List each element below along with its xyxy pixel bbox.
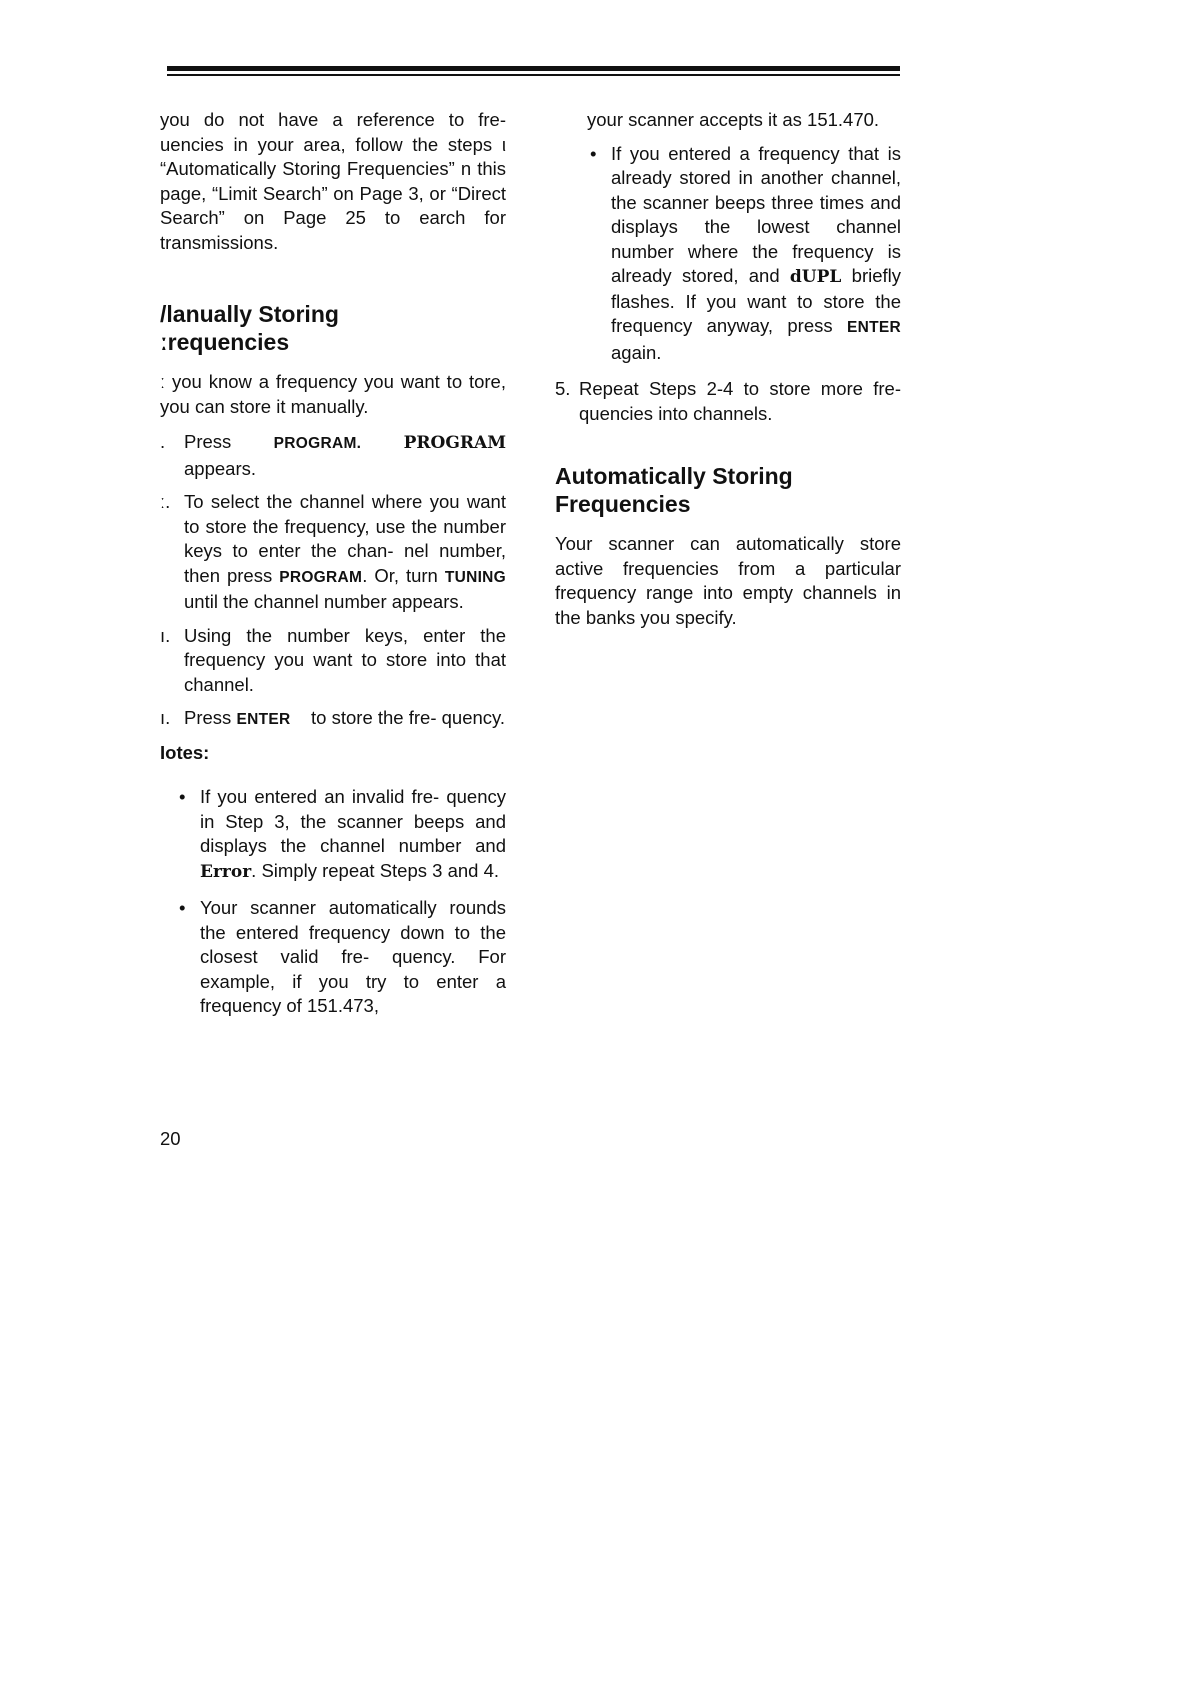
step-2-key2: TUNING — [444, 568, 507, 586]
step-3-text: Using the number keys, enter the frequency you want to store into that channel. — [184, 624, 506, 695]
note-3-post: again. — [611, 341, 662, 363]
step-4 — [160, 706, 506, 733]
step-4-pre: Press — [184, 707, 232, 728]
step-1 — [160, 430, 506, 481]
bullet-dot: • — [179, 786, 186, 807]
step-3 — [160, 624, 506, 698]
note-3 — [587, 142, 901, 366]
manual-heading-line2: ːrequencies — [160, 329, 290, 355]
right-column — [555, 108, 901, 630]
step-1-number: . — [160, 431, 166, 452]
note-2-text: Your scanner automatically rounds the entered frequency down to the closest valid fre- quency. For example, if you try to enter a frequency of 151.473, — [200, 897, 506, 1016]
auto-heading-line2: Frequencies — [555, 491, 691, 517]
step-3-number: ı. — [160, 624, 171, 646]
step-4-key: ENTER — [236, 711, 291, 728]
note-1 — [176, 785, 506, 884]
top-rule-thick — [167, 66, 900, 71]
step-1-key: PROGRAM. — [273, 435, 362, 452]
page-number: 20 — [160, 1128, 181, 1149]
auto-intro-paragraph: Your scanner can automatically store active frequencies from a particular frequency range into empty channels in the banks you specify. — [555, 533, 901, 628]
step-2-post: until the channel number appears. — [184, 591, 464, 612]
notes-heading: Iotes: — [160, 741, 210, 763]
step-1-post: appears. — [184, 457, 256, 479]
step-2-number: ː. — [160, 491, 171, 512]
manual-heading-line1: /lanually Storing — [160, 301, 339, 327]
step-1-pre: Press — [184, 431, 232, 452]
step-5-text: Repeat Steps 2-4 to store more fre- quencies into channels. — [579, 378, 901, 424]
note-3-mid: briefly flashes. If you want to store the frequency anyway, press — [611, 265, 902, 336]
bullet-dot: • — [179, 897, 186, 918]
intro-paragraph: you do not have a reference to fre- uencies in your area, follow the steps ι “Automatically Storing Frequencies” n this page, “Limit Search” on Page 3, or “Direct Search” on Page 25 to earch for transmissions. — [160, 109, 506, 253]
auto-heading-line1: Automatically Storing — [555, 463, 793, 489]
note-2-continued — [587, 108, 901, 133]
manual-intro-paragraph: ː you know a frequency you want to tore, you can store it manually. — [160, 371, 506, 417]
note-3-pre: If you entered a frequency that is already stored in another channel, the scanner beeps three times and displays the lowest channel number where the frequency is already stored, and — [611, 142, 901, 286]
note-3-lcd: dUPL — [789, 267, 842, 287]
bullet-dot: • — [590, 142, 597, 164]
step-5 — [555, 377, 901, 426]
step-2 — [160, 490, 506, 615]
note-2 — [176, 896, 506, 1019]
note-1-pre: If you entered an invalid fre- quency in Step 3, the scanner beeps and displays the channel number and — [200, 786, 506, 856]
step-2-key1: PROGRAM — [279, 568, 363, 586]
note-1-post: . Simply repeat Steps 3 and 4. — [251, 859, 500, 881]
step-5-number: 5. — [555, 378, 571, 399]
step-2-pre: To select the channel where you want to store the frequency, use the number keys to enter the chan- nel number, then press — [184, 491, 506, 586]
note-3-key: ENTER — [846, 319, 901, 336]
step-1-lcd: PROGRAM — [403, 433, 507, 453]
note-2-continued-text: your scanner accepts it as 151.470. — [587, 109, 880, 130]
left-column — [160, 108, 506, 1019]
step-2-mid: . Or, turn — [362, 564, 438, 586]
top-rule-thin — [167, 74, 900, 76]
note-1-lcd: Error — [200, 861, 252, 882]
step-4-number: ı. — [160, 707, 171, 728]
step-4-post: to store the fre- quency. — [311, 707, 506, 728]
